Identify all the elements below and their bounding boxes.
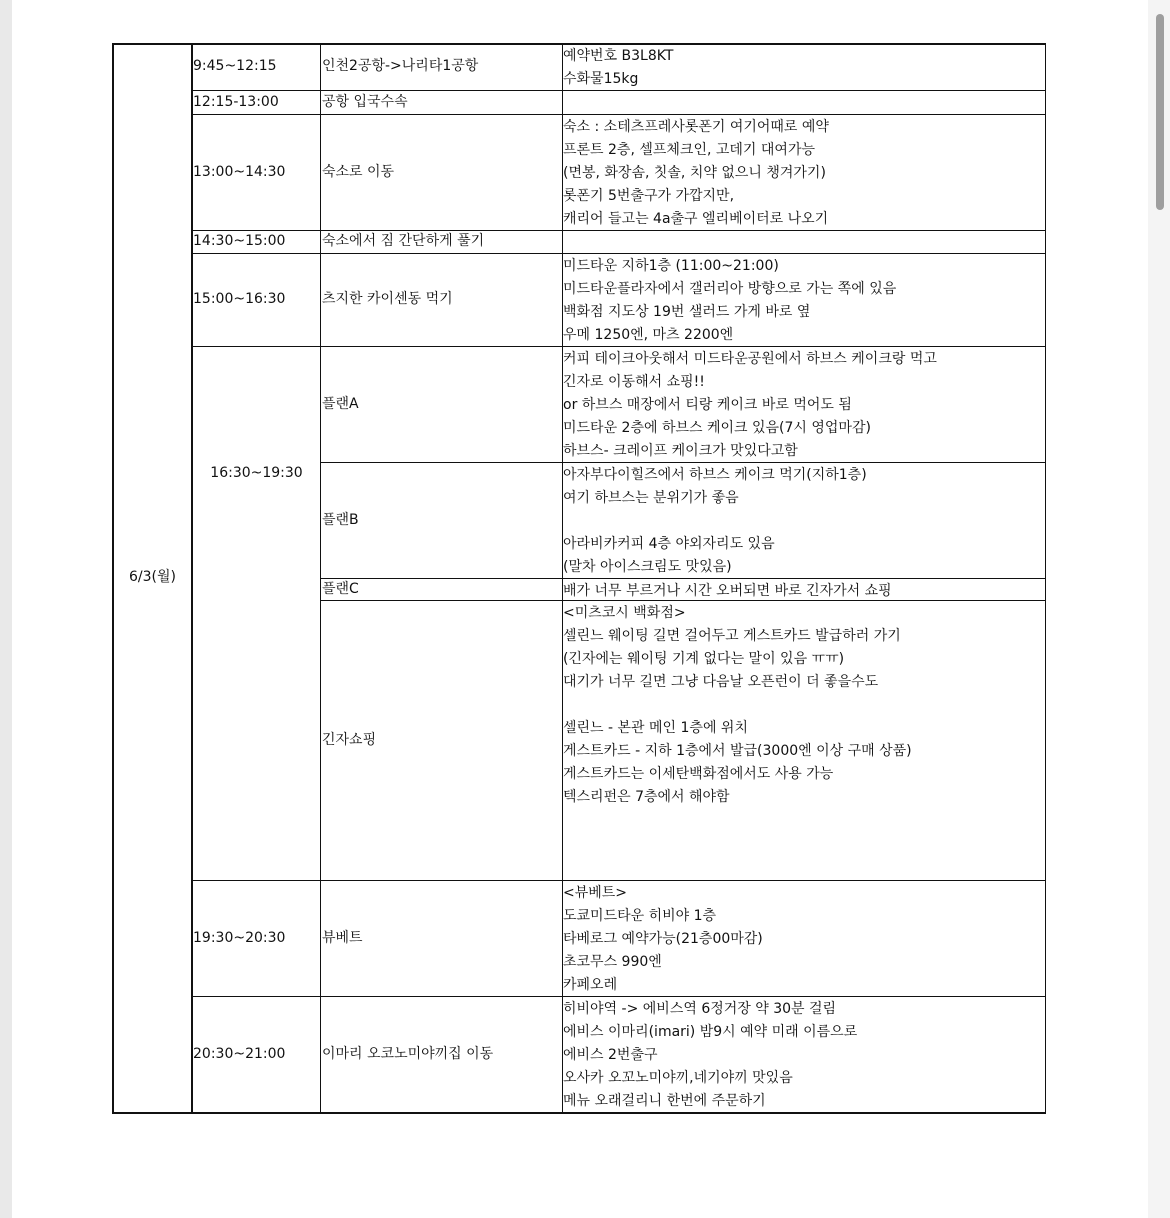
- note-line: 캐리어 들고는 4a출구 엘리베이터로 나오기: [563, 211, 829, 227]
- plan-activity-cell: [322, 462, 562, 578]
- note-line: 우메 1250엔, 마츠 2200엔: [563, 327, 734, 343]
- notes-cell: [563, 254, 1044, 347]
- note-line: 미드타운 2층에 하브스 케이크 있음(7시 영업마감): [563, 420, 871, 436]
- note-line: 게스트카드 - 지하 1층에서 발급(3000엔 이상 구매 상품): [563, 743, 912, 759]
- notes-cell: [563, 463, 1044, 579]
- notes-cell: [563, 44, 1044, 91]
- time-cell: [193, 253, 320, 346]
- plan-activity-cell-text: 플랜B: [322, 511, 359, 528]
- time-cell: [193, 880, 320, 996]
- plan-activity-cell-text: 플랜C: [322, 580, 359, 597]
- time-cell: [193, 114, 320, 230]
- activity-cell-text: 인천2공항->나리타1공항: [322, 58, 479, 74]
- note-line: 하브스- 크레이프 케이크가 맛있다고함: [563, 443, 798, 459]
- note-line: 아라비카커피 4층 야외자리도 있음: [563, 536, 775, 552]
- scrollbar[interactable]: [1148, 0, 1170, 1218]
- note-line: [563, 694, 1044, 717]
- note-line: 히비야역 -> 에비스역 6정거장 약 30분 걸림: [563, 1001, 837, 1017]
- time-cell: [193, 90, 320, 114]
- note-line: or 하브스 매장에서 티랑 케이크 바로 먹어도 됨: [563, 397, 852, 413]
- notes-cell: [563, 881, 1044, 997]
- notes-cell: [563, 231, 1044, 254]
- note-line: 셀린느 - 본관 메인 1층에 위치: [563, 720, 748, 736]
- note-line: 도쿄미드타운 히비야 1층: [563, 908, 717, 924]
- note-line: 게스트카드는 이세탄백화점에서도 사용 가능: [563, 766, 834, 782]
- notes-cell: [563, 115, 1044, 231]
- activity-cell-text: 숙소에서 짐 간단하게 풀기: [322, 233, 485, 249]
- note-line: 에비스 2번출구: [563, 1047, 658, 1063]
- note-line: 텍스리펀은 7층에서 해야함: [563, 789, 730, 805]
- time-cell-text: 9:45~12:15: [193, 58, 277, 74]
- note-line: 수화물15kg: [563, 71, 639, 87]
- date-cell-text: 6/3(월): [129, 569, 176, 585]
- note-line: [563, 809, 1044, 832]
- notes-cell: [563, 579, 1044, 601]
- note-line: 예약번호 B3L8KT: [563, 48, 674, 64]
- note-line: <뷰베트>: [563, 885, 628, 901]
- activity-cell-text: 이마리 오코노미야끼집 이동: [322, 1045, 494, 1062]
- note-line: 여기 하브스는 분위기가 좋음: [563, 490, 739, 506]
- note-line: 초코무스 990엔: [563, 954, 662, 970]
- time-cell: [193, 230, 320, 253]
- scroll-thumb[interactable]: [1156, 14, 1164, 210]
- plan-activity-cell-text: 플랜A: [322, 395, 359, 412]
- activity-cell-text: 숙소로 이동: [322, 163, 395, 180]
- note-line: 대기가 너무 길면 그냥 다음날 오픈런이 더 좋을수도: [563, 674, 879, 690]
- note-line: 롯폰기 5번출구가 가깝지만,: [563, 188, 735, 204]
- group-time-cell-text: 16:30~19:30: [210, 464, 303, 481]
- date-cell: [114, 43, 191, 1112]
- note-line: 미드타운 지하1층 (11:00~21:00): [563, 258, 779, 274]
- time-cell: [193, 43, 320, 90]
- note-line: (긴자에는 웨이팅 기계 없다는 말이 있음 ㅠㅠ): [563, 651, 845, 667]
- note-line: [563, 832, 1044, 855]
- activity-cell: [322, 230, 562, 253]
- plan-activity-cell: [322, 600, 562, 880]
- group-time-cell: [193, 346, 320, 600]
- activity-cell-text: 츠지한 카이센동 먹기: [322, 291, 453, 307]
- time-cell-text: 14:30~15:00: [193, 233, 286, 249]
- notes-cell: [563, 347, 1044, 463]
- plan-activity-cell-text: 긴자쇼핑: [322, 731, 377, 748]
- activity-cell: [322, 996, 562, 1112]
- activity-cell-text: 뷰베트: [322, 929, 363, 946]
- note-line: 숙소 : 소테츠프레사롯폰기 여기어때로 예약: [563, 119, 829, 135]
- note-line: 백화점 지도상 19번 샐러드 가게 바로 옆: [563, 304, 811, 320]
- note-line: (면봉, 화장솜, 칫솔, 치약 없으니 챙겨가기): [563, 165, 826, 181]
- activity-cell: [322, 90, 562, 114]
- note-line: 타베로그 예약가능(21층00마감): [563, 931, 763, 947]
- activity-cell: [322, 253, 562, 346]
- time-cell-text: 13:00~14:30: [193, 163, 286, 180]
- note-line: 에비스 이마리(imari) 밤9시 예약 미래 이름으로: [563, 1024, 858, 1040]
- notes-cell: [563, 91, 1044, 115]
- note-line: (말차 아이스크림도 맛있음): [563, 559, 732, 575]
- note-line: 긴자로 이동해서 쇼핑!!: [563, 374, 705, 390]
- note-line: 오사카 오꼬노미야끼,네기야끼 맛있음: [563, 1070, 793, 1086]
- note-line: [563, 510, 1044, 533]
- activity-cell: [322, 114, 562, 230]
- note-line: 프론트 2층, 셀프체크인, 고데기 대여가능: [563, 142, 815, 158]
- activity-cell-text: 공항 입국수속: [322, 93, 408, 110]
- time-cell-text: 19:30~20:30: [193, 929, 286, 946]
- notes-cell: [563, 997, 1044, 1113]
- time-cell-text: 12:15-13:00: [193, 93, 279, 110]
- activity-cell: [322, 880, 562, 996]
- note-line: 아자부다이힐즈에서 하브스 케이크 먹기(지하1층): [563, 467, 867, 483]
- notes-cell: [563, 601, 1044, 881]
- note-line: 카페오레: [563, 977, 618, 993]
- plan-activity-cell: [322, 346, 562, 462]
- time-cell-text: 15:00~16:30: [193, 291, 286, 307]
- note-line: 배가 너무 부르거나 시간 오버되면 바로 긴자가서 쇼핑: [563, 583, 892, 599]
- time-cell-text: 20:30~21:00: [193, 1045, 286, 1062]
- note-line: <미츠코시 백화점>: [563, 605, 686, 621]
- note-line: 셀린느 웨이팅 길면 걸어두고 게스트카드 발급하러 가기: [563, 628, 901, 644]
- note-line: 커피 테이크아웃해서 미드타운공원에서 하브스 케이크랑 먹고: [563, 351, 937, 367]
- note-line: 미드타운플라자에서 갤러리아 방향으로 가는 쪽에 있음: [563, 281, 897, 297]
- plan-activity-cell: [322, 578, 562, 600]
- time-cell: [193, 996, 320, 1112]
- note-line: 메뉴 오래걸리니 한번에 주문하기: [563, 1093, 766, 1109]
- note-line: [563, 855, 1044, 878]
- activity-cell: [322, 43, 562, 90]
